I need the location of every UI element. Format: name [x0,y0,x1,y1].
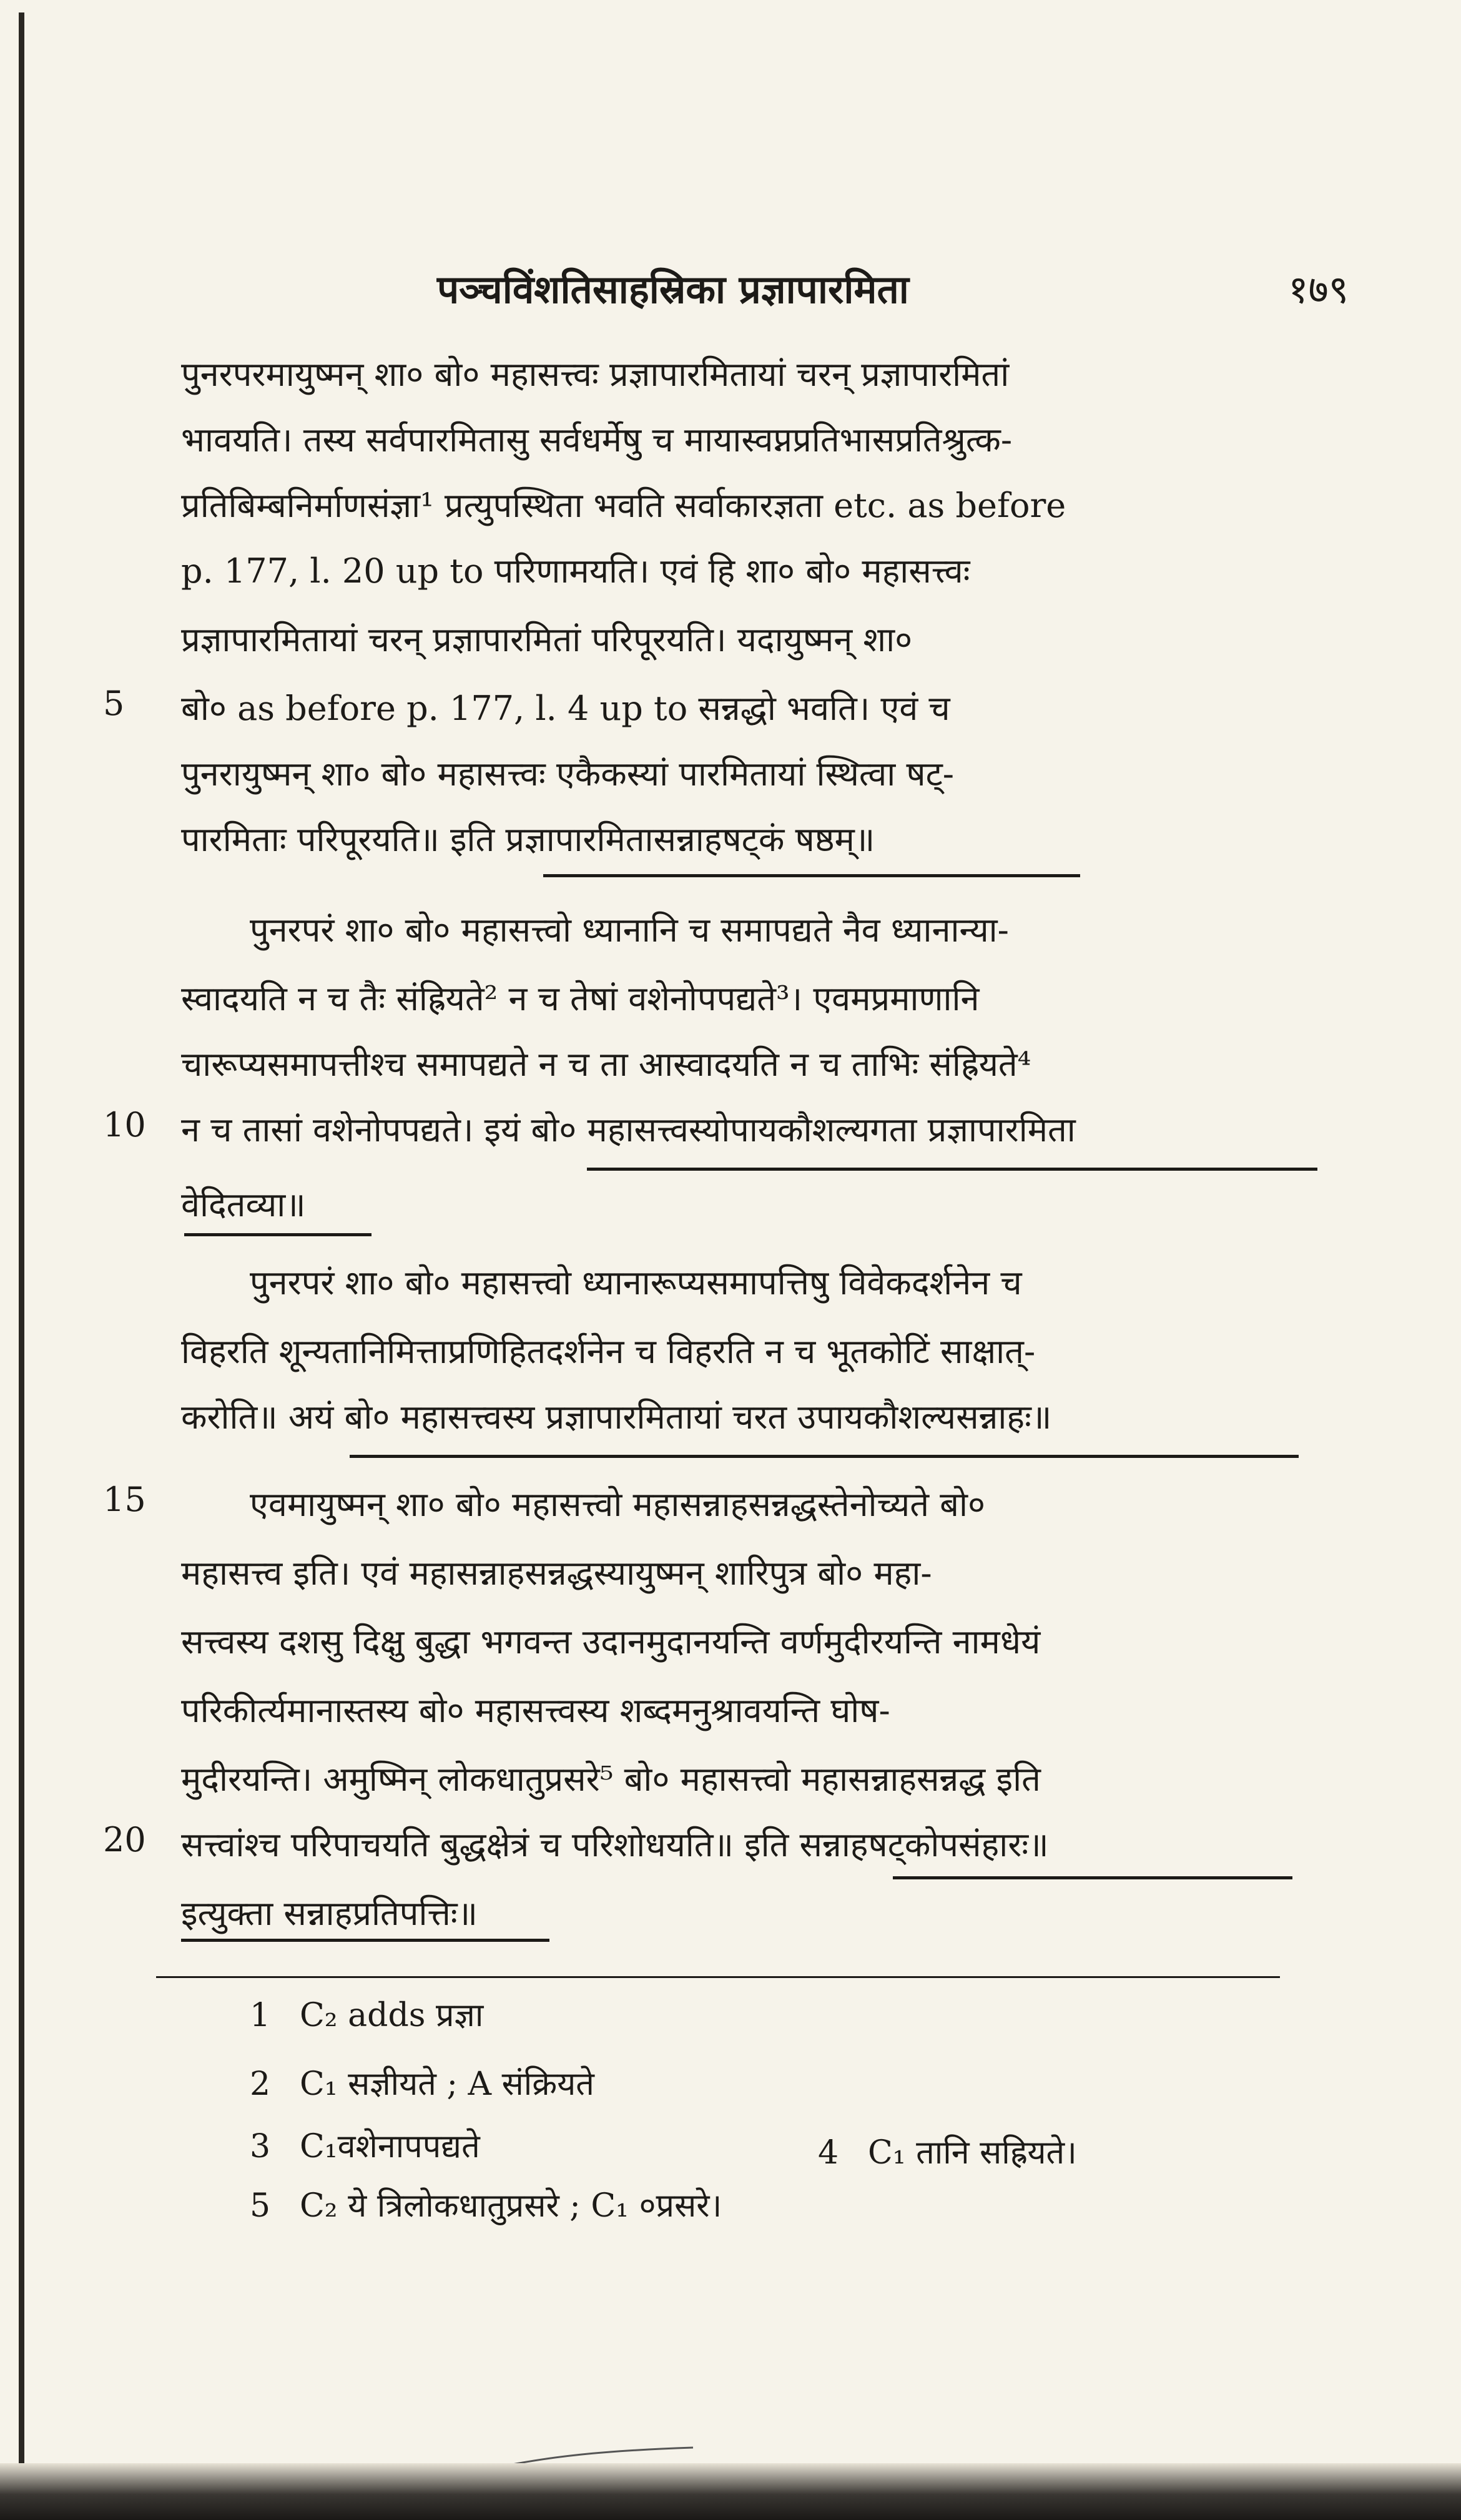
footnote-text: C₁ सज्ञीयते ; A संक्रियते [300,2065,594,2103]
text-line: भावयति। तस्य सर्वपारमितासु सर्वधर्मेषु च मायास्वप्नप्रतिभासप्रतिश्रुत्क- [181,420,1013,460]
text-line: चारूप्यसमापत्तीश्च समापद्यते न च ता आस्वादयति न च ताभिः संह्रियते⁴ [181,1045,1031,1084]
text-line: p. 177, l. 20 up to परिणामयति। एवं हि शा० बो० महासत्त्वः [181,551,970,591]
footnote-text: C₁वशेनापपद्यते [300,2128,480,2165]
underline-rule [350,1455,1299,1458]
text-line: न च तासां वशेनोपपद्यते। इयं बो० महासत्त्वस्योपायकौशल्यगता प्रज्ञापारमिता [181,1110,1076,1149]
footnote-separator [156,1976,1280,1978]
text-line: प्रतिबिम्बनिर्माणसंज्ञा¹ प्रत्युपस्थिता भवति सर्वाकारज्ञता etc. as before [181,486,1066,525]
underline-rule [181,1939,549,1942]
footnote-text: C₂ adds प्रज्ञा [300,1997,484,2034]
footnote-1 [250,1992,483,2036]
text-line: पारमिताः परिपूरयति॥ इति प्रज्ञापारमितासन्नाहषट्कं षष्ठम्॥ [181,820,875,859]
footnote-number: 3 [250,2128,271,2165]
footnote-text: C₁ तानि सह्रियते। [868,2134,1077,2172]
text-line: सत्त्वांश्च परिपाचयति बुद्धक्षेत्रं च परिशोधयति॥ इति सन्नाहषट्कोपसंहारः॥ [181,1825,1049,1864]
text-line: परिकीर्त्यमानास्तस्य बो० महासत्त्वस्य शब्दमनुश्रावयन्ति घोष- [181,1691,890,1730]
text-line: महासत्त्व इति। एवं महासन्नाहसन्नद्धस्यायुष्मन् शारिपुत्र बो० महा- [181,1553,932,1593]
text-line: वेदितव्या॥ [181,1185,306,1224]
line-number: 20 [103,1820,146,1859]
footnote-text: C₂ ये त्रिलोकधातुप्रसरे ; C₁ ०प्रसरे। [300,2187,722,2225]
footnote-number: 5 [250,2187,271,2225]
underline-rule [543,874,1080,877]
line-number: 5 [103,684,125,723]
text-line: पुनरपरं शा० बो० महासत्त्वो ध्यानानि च समापद्यते नैव ध्यानान्या- [250,910,1009,950]
text-line: पुनरपरमायुष्मन् शा० बो० महासत्त्वः प्रज्ञापारमितायां चरन् प्रज्ञापारमितां [181,355,1010,394]
underline-rule [184,1233,371,1236]
text-line: प्रज्ञापारमितायां चरन् प्रज्ञापारमितां परिपूरयति। यदायुष्मन् शा० [181,620,913,659]
text-line: स्वादयति न च तैः संह्रियते² न च तेषां वशेनोपपद्यते³। एवमप्रमाणानि [181,979,980,1018]
text-line: इत्युक्ता सन्नाहप्रतिपत्तिः॥ [181,1894,478,1933]
footnote-number: 1 [250,1997,271,2034]
footnote-4 [818,2129,1077,2173]
underline-rule [893,1876,1292,1879]
line-number: 15 [103,1480,146,1519]
footnote-number: 2 [250,2065,271,2103]
scan-bottom-shadow [0,2463,1461,2520]
underline-rule [587,1168,1317,1171]
running-title: पञ्चविंशतिसाहस्रिका प्रज्ञापारमिता [437,267,909,312]
text-line: सत्त्वस्य दशसु दिक्षु बुद्धा भगवन्त उदानमुदानयन्ति वर्णमुदीरयन्ति नामधेयं [181,1622,1041,1661]
page-number: १७९ [1288,267,1349,312]
footnote-5 [250,2182,722,2227]
text-line: पुनरपरं शा० बो० महासत्त्वो ध्यानारूप्यसमापत्तिषु विवेकदर्शनेन च [250,1263,1022,1302]
line-number: 10 [103,1105,146,1144]
running-header [187,262,1349,318]
footnote-number: 4 [818,2134,839,2172]
text-line: करोति॥ अयं बो० महासत्त्वस्य प्रज्ञापारमितायां चरत उपायकौशल्यसन्नाहः॥ [181,1397,1052,1437]
text-line: मुदीरयन्ति। अमुष्मिन् लोकधातुप्रसरे⁵ बो० महासत्त्वो महासन्नाहसन्नद्ध इति [181,1760,1041,1799]
text-line: बो० as before p. 177, l. 4 up to सन्नद्धो भवति। एवं च [181,689,950,728]
page-spine-shadow [19,12,24,2485]
footnote-3 [250,2123,480,2167]
footnote-2 [250,2060,594,2105]
text-line: विहरति शून्यतानिमित्ताप्रणिहितदर्शनेन च विहरति न च भूतकोटिं साक्षात्- [181,1332,1036,1371]
text-line: एवमायुष्मन् शा० बो० महासत्त्वो महासन्नाहसन्नद्धस्तेनोच्यते बो० [250,1485,986,1524]
text-line: पुनरायुष्मन् शा० बो० महासत्त्वः एकैकस्यां पारमितायां स्थित्वा षट्- [181,754,955,794]
